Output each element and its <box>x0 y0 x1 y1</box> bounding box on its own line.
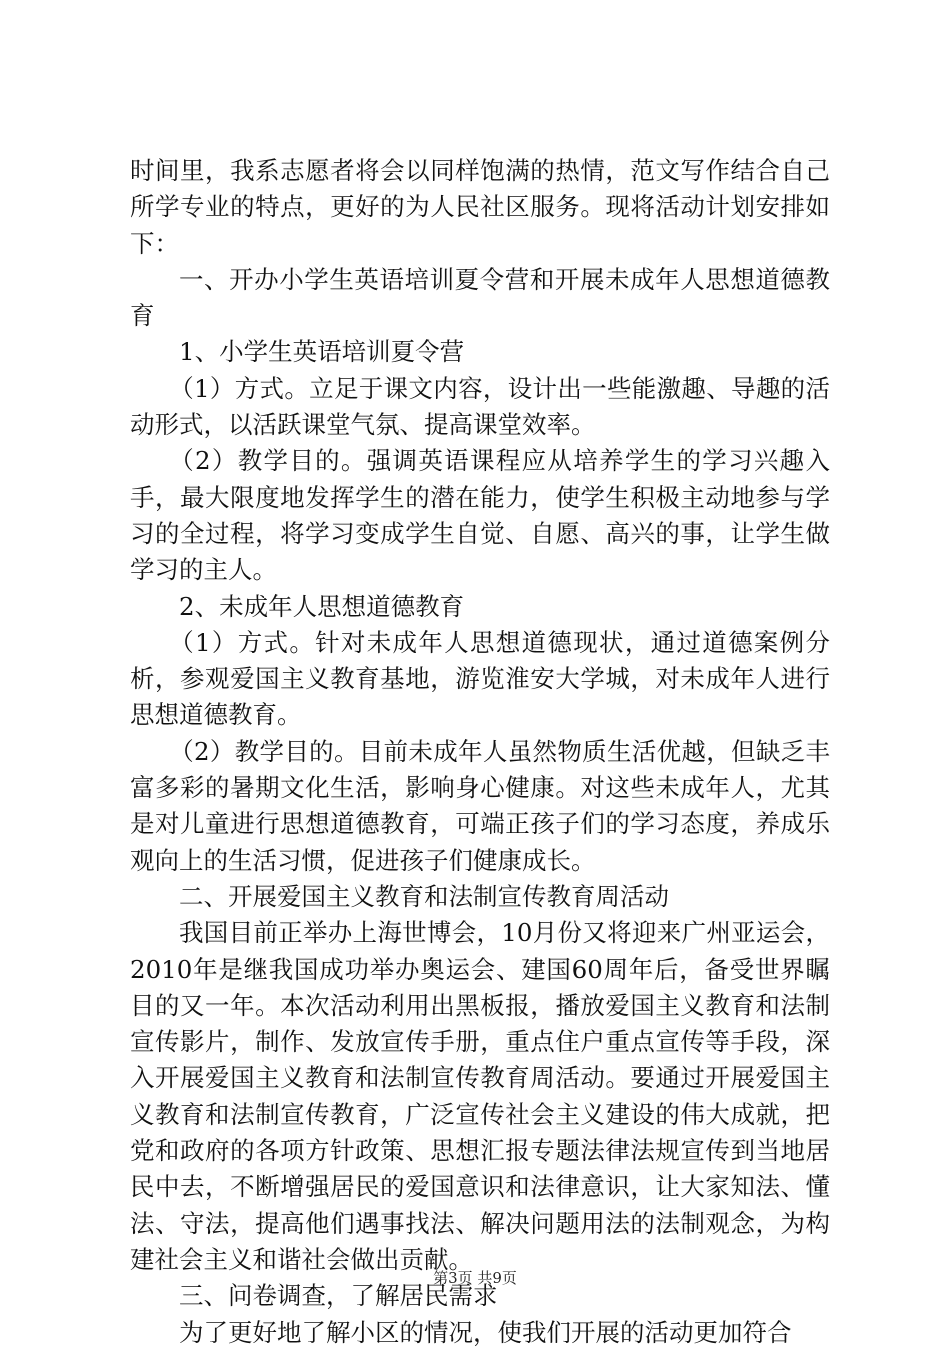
paragraph-2-body: 我国目前正举办上海世博会，10月份又将迎来广州亚运会，2010年是继我国成功举办奥运会、建国60周年后，备受世界瞩目的又一年。本次活动利用出黑板报，播放爱国主义教育和法制宣传影片，制作、发放宣传手册，重点住户重点宣传等手段，深入开展爱国主义教育和法制宣传教育周活动。要通过开展爱国主义教育和法制宣传教育，广泛宣传社会主义建设的伟大成就，把党和政府的各项方针政策、思想汇报专题法律法规宣传到当地居民中去，不断增强居民的爱国意识和法律意识，让大家知法、懂法、守法，提高他们遇事找法、解决问题用法的法制观念，为构建社会主义和谐社会做出贡献。 <box>130 918 830 1274</box>
section-heading-3: 三、问卷调查，了解居民需求 <box>179 1281 498 1311</box>
paragraph-intro-continuation: 时间里，我系志愿者将会以同样饱满的热情，范文写作结合自己所学专业的特点，更好的为人民社区服务。现将活动计划安排如下： <box>130 156 830 258</box>
paragraph-1-1-goal: （2）教学目的。强调英语课程应从培养学生的学习兴趣入手，最大限度地发挥学生的潜在能力，使学生积极主动地参与学习的全过程，将学习变成学生自觉、自愿、高兴的事，让学生做学习的主人。 <box>130 446 830 585</box>
paragraph-3-body: 为了更好地了解小区的情况，使我们开展的活动更加符合 <box>179 1317 792 1347</box>
subsection-heading-1-1: 1、小学生英语培训夏令营 <box>179 337 465 367</box>
subsection-heading-1-2: 2、未成年人思想道德教育 <box>179 591 465 621</box>
section-heading-2: 二、开展爱国主义教育和法制宣传教育周活动 <box>179 881 669 911</box>
paragraph-1-2-goal: （2）教学目的。目前未成年人虽然物质生活优越，但缺乏丰富多彩的暑期文化生活，影响身心健康。对这些未成年人，尤其是对儿童进行思想道德教育，可端正孩子们的学习态度，养成乐观向上的生活习惯，促进孩子们健康成长。 <box>130 736 830 875</box>
section-heading-1: 一、开办小学生英语培训夏令营和开展未成年人思想道德教育 <box>130 264 830 331</box>
document-body <box>130 153 830 1351</box>
paragraph-1-1-method: （1）方式。立足于课文内容，设计出一些能激趣、导趣的活动形式，以活跃课堂气氛、提高课堂效率。 <box>130 373 830 440</box>
paragraph-1-2-method: （1）方式。针对未成年人思想道德现状，通过道德案例分析，参观爱国主义教育基地，游览淮安大学城，对未成年人进行思想道德教育。 <box>130 627 830 730</box>
page-number-footer: 第3页 共9页 <box>433 1269 517 1287</box>
